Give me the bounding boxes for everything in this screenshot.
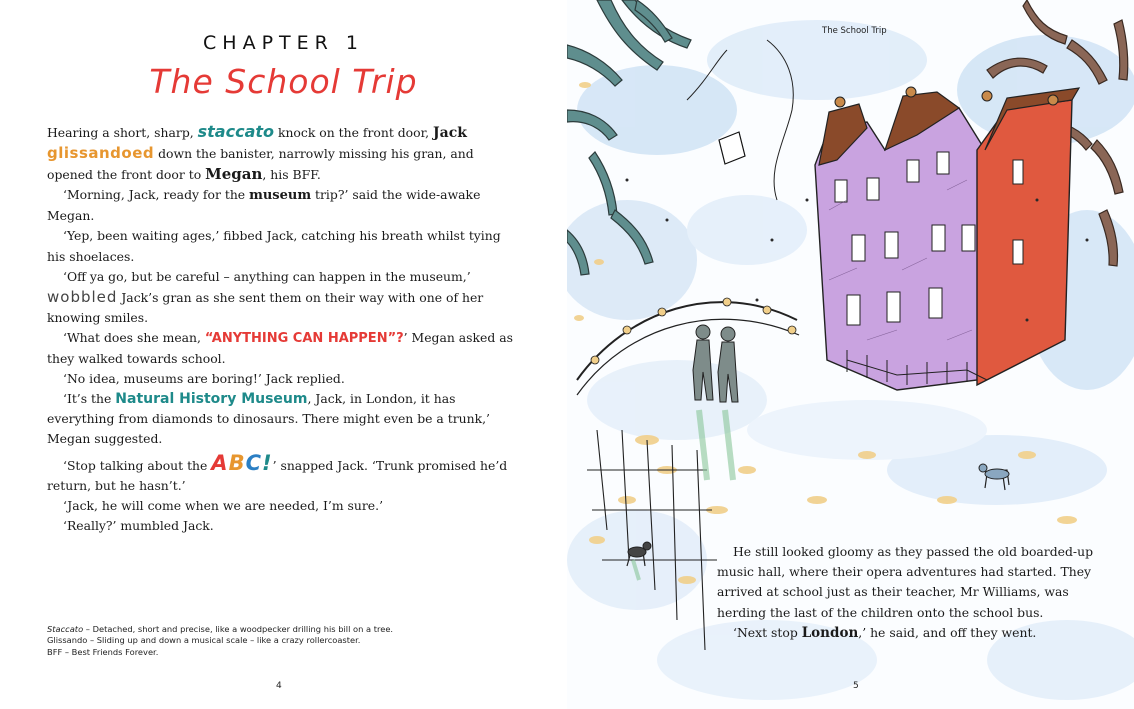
letter-a: A — [211, 450, 229, 475]
page-number-right: 5 — [853, 681, 859, 691]
running-head: The School Trip — [822, 26, 887, 36]
text-run: knock on the front door, — [274, 125, 434, 140]
paragraph-9: ‘Jack, he will come when we are needed, I’m sure.’ — [63, 497, 384, 513]
paragraph-4 — [47, 267, 517, 328]
footnote-bff: BFF – Best Friends Forever. — [47, 646, 159, 657]
paragraph-7 — [47, 389, 517, 449]
chapter-label: CHAPTER 1 — [203, 32, 364, 54]
letter-b: B — [228, 450, 246, 475]
story-text — [47, 122, 517, 536]
word-staccato: staccato — [197, 122, 274, 141]
text-run: , Jack, in London, it has everything from diamonds to dinosaurs. There might even be a trunk,’ Megan suggested. — [47, 391, 490, 447]
footnote-definition: – Detached, short and precise, like a woodpecker drilling his bill on a tree. — [83, 624, 394, 634]
text-run: ’ snapped Jack. ‘Trunk promised he’d return, but he hasn’t.’ — [47, 457, 508, 493]
word-museum: museum — [249, 188, 312, 204]
paragraph-right-2 — [717, 623, 1102, 643]
story-text-right — [717, 542, 1102, 643]
text-run: Hearing a short, sharp, — [47, 125, 198, 140]
footnote-staccato — [47, 624, 517, 635]
word-glissandoed: glissandoed — [47, 144, 155, 163]
word-london: London — [801, 624, 859, 641]
text-run: ‘Off ya go, but be careful – anything can happen in the museum,’ — [63, 268, 471, 284]
museum-building — [815, 87, 1079, 390]
footnote-term: Staccato — [47, 624, 84, 634]
word-megan: Megan — [205, 165, 263, 184]
word-wobbled: wobbled — [47, 287, 118, 306]
text-run: trip?’ said the wide-awake Megan. — [47, 187, 481, 224]
right-page — [567, 0, 1134, 709]
text-run: ‘Morning, Jack, ready for the — [63, 187, 250, 203]
paragraph-3: ‘Yep, been waiting ages,’ fibbed Jack, catching his breath whilst tying his shoelaces. — [47, 228, 501, 264]
paragraph-5 — [47, 328, 517, 369]
text-run: down the banister, narrowly missing his gran, and opened the front door to — [47, 146, 474, 183]
chapter-title: The School Trip — [149, 62, 418, 101]
word-anything-can-happen: “ANYTHING CAN HAPPEN”? — [204, 330, 404, 346]
text-run: ‘It’s the — [63, 391, 116, 407]
page-number-left: 4 — [276, 681, 282, 691]
paragraph-right-1: He still looked gloomy as they passed the old boarded-up music hall, where their opera adventures had started. They arrived at school just as their teacher, Mr Williams, was herding the last of the children onto the school bus. — [717, 544, 1094, 620]
letter-exclaim: ! — [262, 450, 273, 475]
paper-illustration — [719, 132, 745, 164]
text-run: , his BFF. — [262, 167, 321, 183]
text-run: ,’ he said, and off they went. — [858, 624, 1037, 640]
text-run: ‘What does she mean, — [63, 329, 205, 345]
paragraph-10: ‘Really?’ mumbled Jack. — [63, 517, 214, 533]
paragraph-8 — [47, 450, 517, 496]
text-run: ‘Stop talking about the — [63, 457, 212, 473]
paragraph-6: ‘No idea, museums are boring!’ Jack replied. — [63, 371, 345, 387]
text-run: Jack’s gran as she sent them on their way with one of her knowing smiles. — [47, 289, 484, 325]
letter-c: C — [245, 450, 262, 475]
paragraph-1 — [47, 122, 517, 185]
footnotes — [47, 624, 517, 658]
word-jack: Jack — [433, 125, 467, 141]
text-run: ’ Megan asked as they walked towards school. — [47, 329, 513, 367]
footnote-glissando: Glissando – Sliding up and down a musical scale – like a crazy rollercoaster. — [47, 635, 361, 646]
word-natural-history-museum: Natural History Museum — [115, 391, 308, 408]
text-run: ‘Next stop — [733, 624, 802, 640]
word-abc — [211, 451, 272, 475]
paragraph-2 — [47, 185, 517, 226]
